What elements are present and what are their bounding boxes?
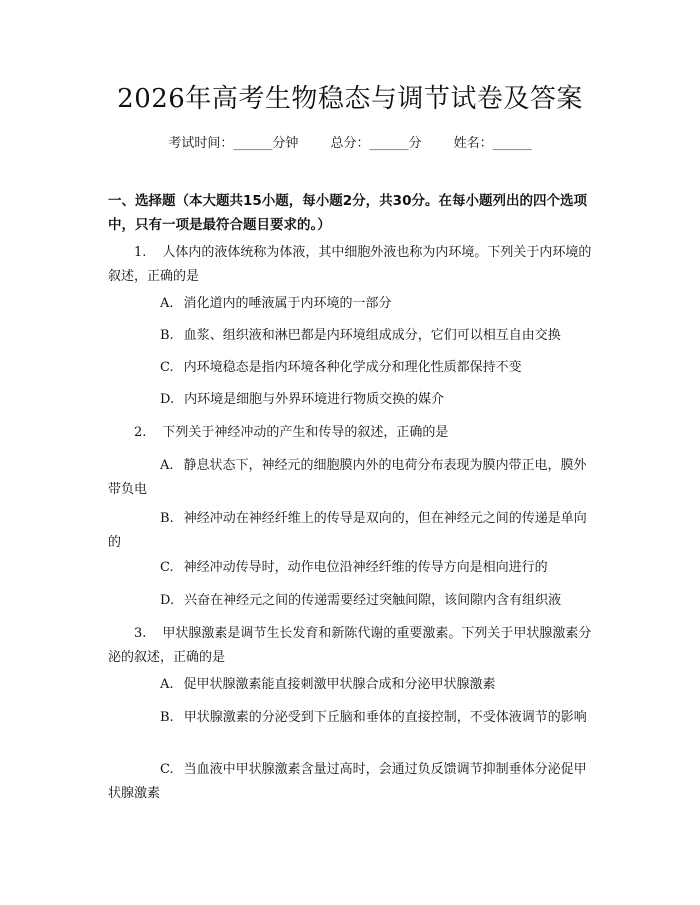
option-text: 内环境稳态是指内环境各种化学成分和理化性质都保持不变 xyxy=(183,360,522,375)
question-1 xyxy=(108,241,596,289)
page-title: 2026年高考生物稳态与调节试卷及答案 xyxy=(117,84,583,114)
question-2 xyxy=(108,421,596,445)
option-text: 甲状腺激素的分泌受到下丘脑和垂体的直接控制，不受体液调节的影响 xyxy=(183,710,587,725)
option-letter: A. xyxy=(160,677,174,692)
option-text: 静息状态下，神经元的细胞膜内外的电荷分布表现为膜内带正电，膜外带负电 xyxy=(108,458,587,497)
option-letter: D. xyxy=(160,593,175,608)
question-text: 下列关于神经冲动的产生和传导的叙述，正确的是 xyxy=(162,425,449,440)
option-text: 血浆、组织液和淋巴都是内环境组成成分，它们可以相互自由交换 xyxy=(183,328,561,343)
option-2d xyxy=(108,589,596,613)
option-letter: A. xyxy=(160,296,174,311)
option-text: 兴奋在神经元之间的传递需要经过突触间隙，该间隙内含有组织液 xyxy=(184,593,562,608)
option-letter: C. xyxy=(160,560,174,575)
section-heading: 一、选择题（本大题共15小题，每小题2分，共30分。在每小题列出的四个选项中，只有一项是最符合题目要求的。） xyxy=(108,193,587,233)
option-2c xyxy=(108,556,596,580)
question-text: 甲状腺激素是调节生长发育和新陈代谢的重要激素。下列关于甲状腺激素分泌的叙述，正确的是 xyxy=(108,626,592,665)
option-3a xyxy=(108,673,596,697)
option-text: 内环境是细胞与外界环境进行物质交换的媒介 xyxy=(184,392,445,407)
exam-time-field: 考试时间：______分钟 xyxy=(168,136,299,151)
option-3c xyxy=(108,758,596,806)
option-letter: B. xyxy=(160,511,174,526)
exam-meta xyxy=(0,132,700,151)
option-1a xyxy=(108,292,596,316)
option-letter: B. xyxy=(160,710,174,725)
option-1d xyxy=(108,388,596,412)
student-name-field: 姓名：______ xyxy=(453,136,532,151)
question-text: 人体内的液体统称为体液，其中细胞外液也称为内环境。下列关于内环境的叙述，正确的是 xyxy=(108,245,592,284)
option-2b xyxy=(108,507,596,555)
option-text: 神经冲动传导时，动作电位沿神经纤维的传导方向是相向进行的 xyxy=(183,560,548,575)
option-letter: D. xyxy=(160,392,175,407)
option-letter: C. xyxy=(160,360,174,375)
option-text: 消化道内的唾液属于内环境的一部分 xyxy=(183,296,392,311)
question-number: 2. xyxy=(134,425,147,440)
option-text: 当血液中甲状腺激素含量过高时，会通过负反馈调节抑制垂体分泌促甲状腺激素 xyxy=(108,762,587,801)
option-letter: B. xyxy=(160,328,174,343)
option-letter: A. xyxy=(160,458,174,473)
option-text: 促甲状腺激素能直接刺激甲状腺合成和分泌甲状腺激素 xyxy=(183,677,496,692)
option-1c xyxy=(108,356,596,380)
option-letter: C. xyxy=(160,762,174,777)
option-1b xyxy=(108,324,596,348)
question-3 xyxy=(108,622,596,670)
option-text: 神经冲动在神经纤维上的传导是双向的，但在神经元之间的传递是单向的 xyxy=(108,511,587,550)
option-2a xyxy=(108,454,596,502)
total-score-field: 总分：______分 xyxy=(330,136,422,151)
option-3b xyxy=(108,706,596,730)
question-number: 3. xyxy=(134,626,147,641)
question-number: 1. xyxy=(134,245,147,260)
